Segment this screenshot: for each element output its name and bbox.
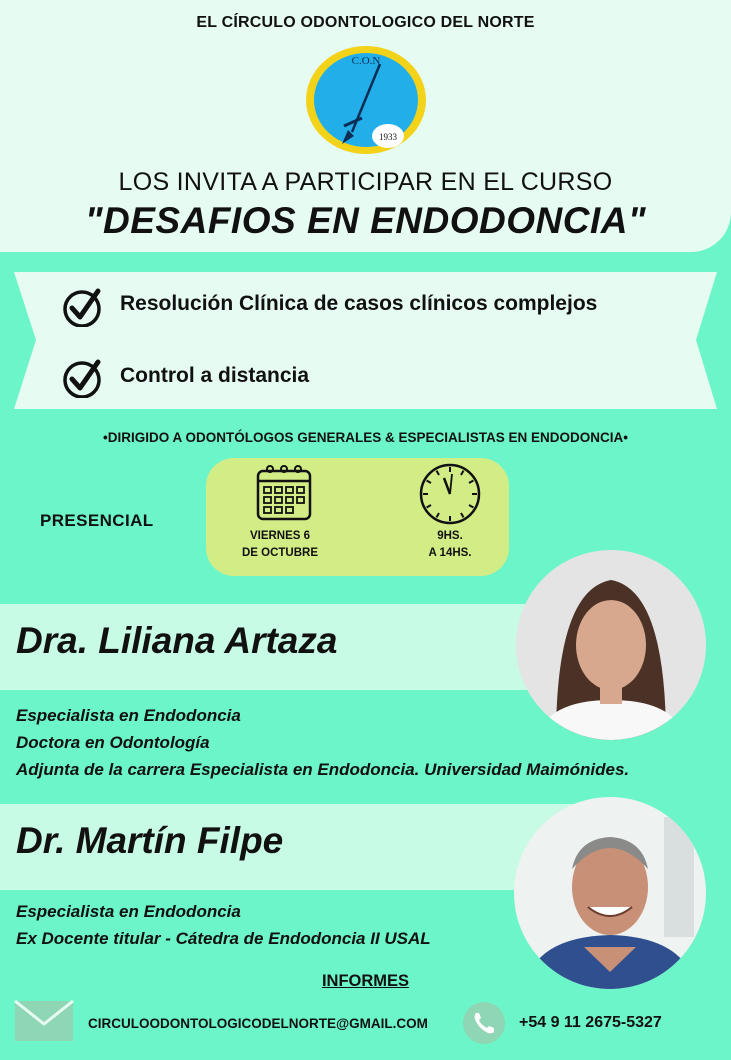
clock-icon [418, 462, 482, 526]
logo-year: 1933 [379, 132, 397, 142]
feature-item: Control a distancia [120, 364, 310, 387]
speaker-photo [514, 797, 706, 989]
email-icon [14, 1000, 74, 1042]
event-date-line2: DE OCTUBRE [241, 547, 319, 559]
course-title: "DESAFIOS EN ENDODONCIA" [84, 200, 647, 241]
speaker-name: Dr. Martín Filpe [16, 820, 284, 861]
credential-line: Doctora en Odontología [16, 733, 210, 752]
logo-initials: C.O.N [351, 55, 381, 67]
event-time-line1: 9HS. [437, 530, 463, 542]
speaker-credentials [16, 898, 431, 952]
con-logo [304, 44, 428, 156]
checkmark-icon [62, 287, 102, 327]
contact-phone[interactable]: +54 9 11 2675-5327 [519, 1014, 662, 1031]
event-date [222, 528, 338, 562]
event-time-line2: A 14HS. [428, 547, 472, 559]
contact-email[interactable]: CIRCULOODONTOLOGICODELNORTE@GMAIL.COM [88, 1016, 428, 1031]
target-audience: •DIRIGIDO A ODONTÓLOGOS GENERALES & ESPECIALISTAS EN ENDODONCIA• [103, 430, 628, 445]
modality-label: PRESENCIAL [40, 511, 154, 530]
credential-line: Especialista en Endodoncia [16, 706, 241, 725]
checkmark-icon [62, 358, 102, 398]
organization-name: EL CÍRCULO ODONTOLOGICO DEL NORTE [196, 14, 535, 31]
speaker-name: Dra. Liliana Artaza [16, 620, 338, 661]
credential-line: Adjunta de la carrera Especialista en Endodoncia. Universidad Maimónides. [16, 760, 630, 779]
event-time [400, 528, 500, 562]
phone-icon [462, 1001, 506, 1045]
speaker-credentials [16, 702, 629, 783]
credential-line: Ex Docente titular - Cátedra de Endodoncia II USAL [16, 929, 431, 948]
event-date-line1: VIERNES 6 [249, 530, 311, 542]
credential-line: Especialista en Endodoncia [16, 902, 241, 921]
calendar-icon [255, 464, 313, 522]
informes-heading: INFORMES [321, 972, 410, 990]
feature-item: Resolución Clínica de casos clínicos complejos [120, 292, 598, 315]
invitation-text: LOS INVITA A PARTICIPAR EN EL CURSO [118, 168, 613, 196]
